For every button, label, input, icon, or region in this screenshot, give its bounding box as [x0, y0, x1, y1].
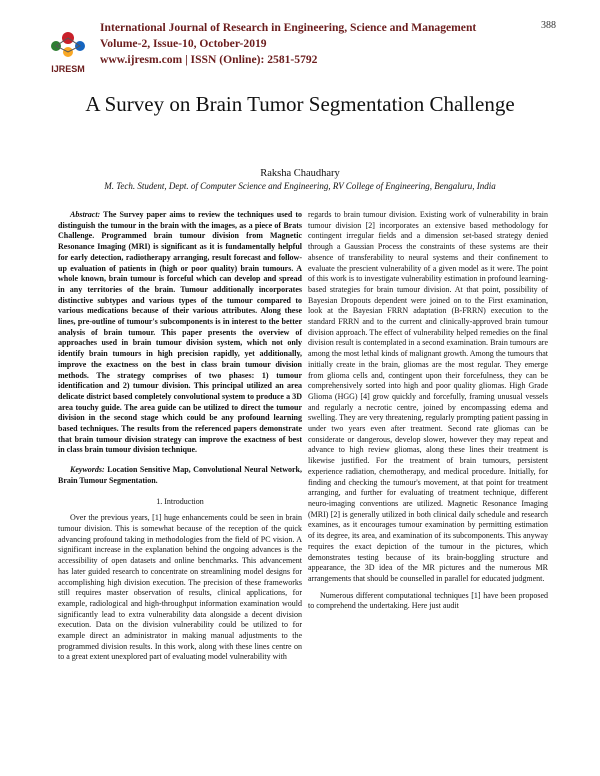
keywords-label: Keywords: — [70, 465, 105, 475]
body-paragraph: regards to brain tumour division. Existing work of vulnerability in brain tumour division [2] incorporates an extensive based methodology for contingent irregular fields and a dimension set-based strategy denied through a Gaussian Process the constraints of these systems are their absence of transferability to neural systems and their confinement to evaluate the prescient vulnerability of a given model as it were. The point of this work is to investigate vulnerability estimation in profound learning-based strategies for brain tumour division. At that point, possibility of Bayesian Dropouts dependent were joined on to the First examination, look at the Bayesian FRRN adaptation (B-FRRN) execution to the standard FRRN and to the current and clinically-approved brain tumour division approach. The effect of vulnerability helped remedies on the final division result is contemplated in a second examination. Brain tumours are among the most lethal kinds of malignant growth. Among the tumours that initially create in the brain, gliomas are the most regular. They emerge from glioma cells and, contingent upon their forcefulness, they can be comprehensively sorted into high and poor quality gliomas. High Grade Glioma (HGG) [4] grow quickly and forcefully, framing unusual vessels and regularly a necrotic centre, joined by encompassing edema and swelling. They are very threatening, regularly prompting patient passing in under two years even after treatment. Second rate gliomas can be considerate or dangerous, develop slower, however they may repeat and advance to high review gliomas, along these lines their treatment is likewise justified. For the treatment of brain tumours, persistent experience radiation, chemotherapy, and medical procedure. Initially, for finding and checking the tumour's movement, at that point for treatment arranging, and further for evaluating of treatment technique, different neuro-imaging conventions are utilized. Magnetic Resonance Imaging (MRI) [2] is generally utilized in both clinical daily schedule and research examines, as it encourages tumour examination by permitting estimation of its degree, its area, and examination of its subcomponents. This anyway requires the exact depiction of the tumour in the pictures, which demonstrates testing because of its brain-boggling structure and appearance, the 3D idea of the MR pictures and the numerous MR arrangements that should be counselled in parallel for educated judgment. — [308, 210, 548, 583]
paper-affiliation: M. Tech. Student, Dept. of Computer Science and Engineering, RV College of Engineering, Bengaluru, India — [104, 181, 496, 191]
abstract — [58, 210, 302, 456]
journal-header — [40, 14, 560, 74]
intro-paragraph: Over the previous years, [1] huge enhancements could be seen in brain tumour division. This is somewhat because of the reception of the quick advancing profound taking in methodologies from the field of PC vision. A significant increase in the explanation behind the ongoing advances is the accessibility of open datasets and online benchmarks. This advancement has later guided research to concentrate on streamlining model designs for accomplishing high division execution. The precision of these frameworks still requires master observation of results, clinical applications, for example, radiological and high-throughput information examination would significantly lead to extra vulnerability data alongside a decent division execution. Data on the division vulnerability could be utilized to for example direct an administrator in making manual adjustments to the programmed division results. In this work, along with these lines centre on to a great extent unexplored part of evaluating model vulnerability with — [58, 513, 302, 662]
journal-volume: Volume-2, Issue-10, October-2019 — [100, 37, 267, 50]
svg-text:IJRESM: IJRESM — [51, 64, 85, 74]
left-column — [58, 210, 302, 663]
journal-website: www.ijresm.com | ISSN (Online): 2581-5792 — [100, 53, 318, 66]
journal-name: International Journal of Research in Engineering, Science and Management — [100, 21, 477, 34]
paper-title: A Survey on Brain Tumor Segmentation Challenge — [85, 92, 515, 116]
body-paragraph: Numerous different computational techniques [1] have been proposed to comprehend the undertaking. Here just audit — [308, 590, 548, 611]
journal-logo-icon — [40, 20, 96, 76]
right-column — [308, 210, 548, 612]
keywords-text: Location Sensitive Map, Convolutional Neural Network, Brain Tumour Segmentation. — [58, 465, 302, 485]
abstract-label: Abstract: — [70, 210, 101, 219]
keywords — [58, 465, 302, 486]
paper-author: Raksha Chaudhary — [260, 168, 340, 179]
page-number: 388 — [541, 20, 556, 31]
abstract-text: The Survey paper aims to review the techniques used to distinguish the tumour in the brain with the images, as a piece of Brats Challenge. Programmed brain tumour division from Magnetic Resonance Imaging (MRI) is significant as it is fundamentally helpful for early detection, radiotherapy arranging, result forecast and follow-up evaluation of patients in (high or poor quality) brain tumours. A whole known, brain tumour is forceful which can develop and spread in any territories of the brain. Tumour additionally incorporates distinctive subtypes and various types of the tumour compared to various medications because of their various attributes. Along these lines, pre-outline of tumour's subcomponents is in interest to the better analysis of brain tumour. This paper presents the overview of approaches used in brain tumour division system, which not only identify brain tumours in high precision rapidly, yet additionally, improve the exactness on the best in class brain tumour division methods. The strategy comprises of two phases: 1) tumour identification and 2) tumour division. This principal utilized an area delicate district based completely convolutional system to produce a 3D area touchy guide. The area guide can be utilized to direct the tumour division in the second stage which could be any profound learning based techniques. The results from the referenced papers demonstrate that brain tumour division strategy can improve the exactness of best in class brain tumour division technique. — [58, 210, 302, 455]
section-heading: 1. Introduction — [156, 496, 204, 506]
